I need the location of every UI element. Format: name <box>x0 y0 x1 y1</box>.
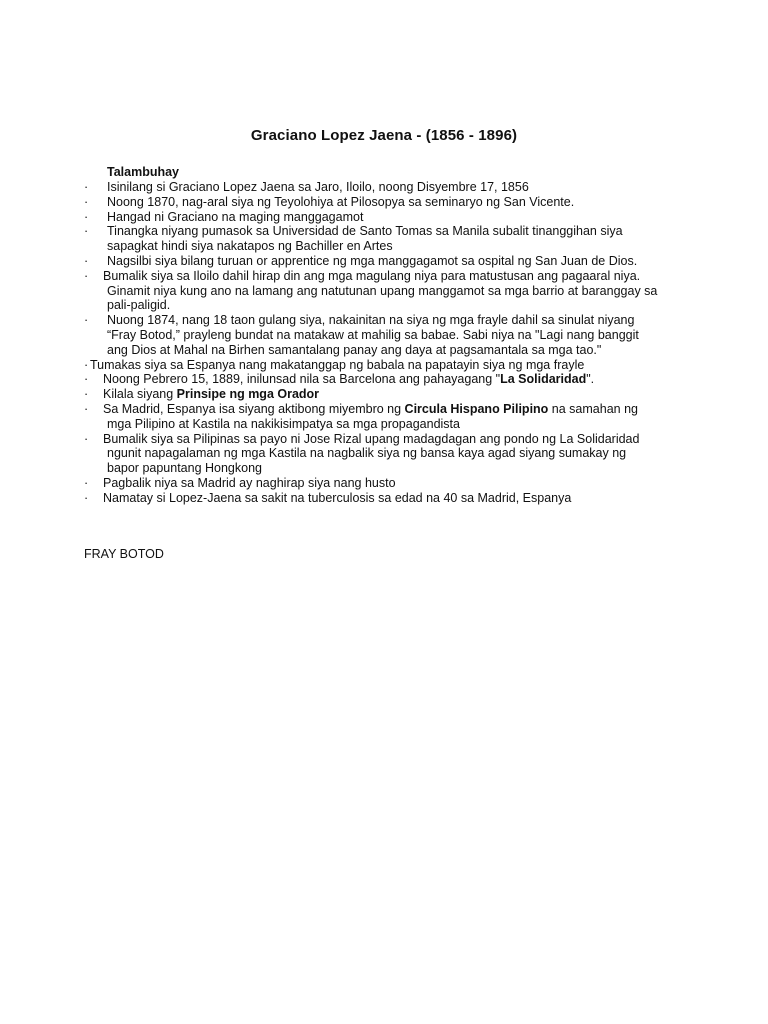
text-segment: Pagbalik niya sa Madrid ay naghirap siya nang husto <box>103 475 396 490</box>
text-segment: Nuong 1874, nang 18 taon gulang siya, nakainitan na siya ng mga frayle dahil sa sinulat niyang <box>107 313 635 328</box>
bio-line <box>84 284 704 299</box>
bio-list-item <box>84 372 704 387</box>
bullet-icon: · <box>84 372 89 387</box>
bio-line <box>84 239 704 254</box>
bio-line <box>84 210 704 225</box>
bio-line <box>84 195 704 210</box>
bullet-icon: · <box>84 475 89 490</box>
bio-line <box>84 446 704 461</box>
bullet-icon: · <box>84 268 89 283</box>
bio-list-item <box>84 180 704 195</box>
bio-list-item <box>84 432 704 476</box>
bold-text: La Solidaridad <box>500 372 587 387</box>
text-segment: Isinilang si Graciano Lopez Jaena sa Jaro, Iloilo, noong Disyembre 17, 1856 <box>107 180 529 194</box>
bullet-icon: · <box>84 313 89 328</box>
bullet-icon: · <box>84 431 89 446</box>
text-segment: Tinangka niyang pumasok sa Universidad de Santo Tomas sa Manila subalit tinanggihan siya <box>107 224 623 239</box>
text-segment: ang Dios at Mahal na Birhen samantalang panay ang daya at pagsamantala sa mga tao." <box>107 342 602 357</box>
bio-line <box>84 313 704 328</box>
bio-line <box>84 180 704 195</box>
bio-line <box>84 328 704 343</box>
bullet-icon: · <box>84 401 89 416</box>
bio-list-item <box>84 210 704 225</box>
bio-list-item <box>84 269 704 313</box>
bullet-icon: · <box>84 180 89 194</box>
bio-list-item <box>84 358 704 373</box>
text-segment: ngunit napagalaman ng mga Kastila na nagbalik siya ng bansa kaya agad siyang sumakay ng <box>107 446 627 461</box>
bio-line <box>84 432 704 447</box>
bio-list-item <box>84 476 704 491</box>
bio-list-item <box>84 195 704 210</box>
bullet-icon: · <box>84 253 89 268</box>
bullet-icon: · <box>84 194 89 209</box>
bio-list-item <box>84 224 704 254</box>
bio-list-item <box>84 387 704 402</box>
text-segment: Kilala siyang <box>103 387 177 402</box>
bio-list-item <box>84 254 704 269</box>
bio-line <box>84 254 704 269</box>
text-segment: “Fray Botod,” prayleng bundat na matakaw at mahilig sa babae. Sabi niya na "Lagi nang banggit <box>107 327 639 342</box>
bio-line <box>84 417 704 432</box>
bullet-icon: · <box>84 209 89 224</box>
text-segment: Bumalik siya sa Pilipinas sa payo ni Jose Rizal upang madagdagan ang pondo ng La Solidaridad <box>103 431 640 446</box>
bold-text: Prinsipe ng mga Orador <box>176 387 320 402</box>
biography-list <box>84 180 704 506</box>
text-segment: Bumalik siya sa Iloilo dahil hirap din ang mga magulang niya para matustusan ang pagaaral niya. <box>103 268 641 283</box>
bio-line <box>84 372 704 387</box>
bullet-icon: · <box>84 224 89 239</box>
bio-line <box>84 461 704 476</box>
bio-line <box>84 269 704 284</box>
bio-line <box>84 491 704 506</box>
bio-line <box>84 402 704 417</box>
text-segment: Noong Pebrero 15, 1889, inilunsad nila sa Barcelona ang pahayagang " <box>103 372 501 387</box>
text-segment: Noong 1870, nag-aral siya ng Teyolohiya at Pilosopya sa seminaryo ng San Vicente. <box>107 194 575 209</box>
bio-list-item <box>84 402 704 432</box>
text-segment: pali-paligid. <box>107 298 171 313</box>
text-segment: mga Pilipino at Kastila na nakikisimpatya sa mga propagandista <box>107 416 460 431</box>
text-segment: ". <box>586 372 595 387</box>
text-segment: bapor papuntang Hongkong <box>107 461 262 476</box>
bio-line <box>84 224 704 239</box>
text-segment: Tumakas siya sa Espanya nang makatanggap ng babala na papatayin siya ng mga frayle <box>90 357 585 372</box>
bullet-icon: · <box>84 357 89 372</box>
bio-list-item <box>84 313 704 357</box>
bio-line <box>84 387 704 402</box>
bullet-icon: · <box>84 387 89 402</box>
bio-line <box>84 358 704 373</box>
text-segment: Ginamit niya kung ano na lamang ang natutunan upang manggamot sa mga barrio at baranggay sa <box>107 283 658 298</box>
bio-line <box>84 298 704 313</box>
bio-line <box>84 476 704 491</box>
text-segment: Namatay si Lopez-Jaena sa sakit na tuberculosis sa edad na 40 sa Madrid, Espanya <box>103 490 572 505</box>
text-segment: Hangad ni Graciano na maging manggagamot <box>107 209 364 224</box>
bio-line <box>84 343 704 358</box>
text-segment: Sa Madrid, Espanya isa siyang aktibong miyembro ng <box>103 401 405 416</box>
footer-heading: FRAY BOTOD <box>84 547 164 561</box>
text-segment: na samahan ng <box>548 401 638 416</box>
section-heading: Talambuhay <box>107 165 180 179</box>
bio-list-item <box>84 491 704 506</box>
document-title: Graciano Lopez Jaena - (1856 - 1896) <box>250 127 518 144</box>
text-segment: sapagkat hindi siya nakatapos ng Bachiller en Artes <box>107 239 393 254</box>
text-segment: Nagsilbi siya bilang turuan or apprentice ng mga manggagamot sa ospital ng San Juan de Dios. <box>107 253 638 268</box>
bullet-icon: · <box>84 490 89 505</box>
bold-text: Circula Hispano Pilipino <box>404 401 549 416</box>
